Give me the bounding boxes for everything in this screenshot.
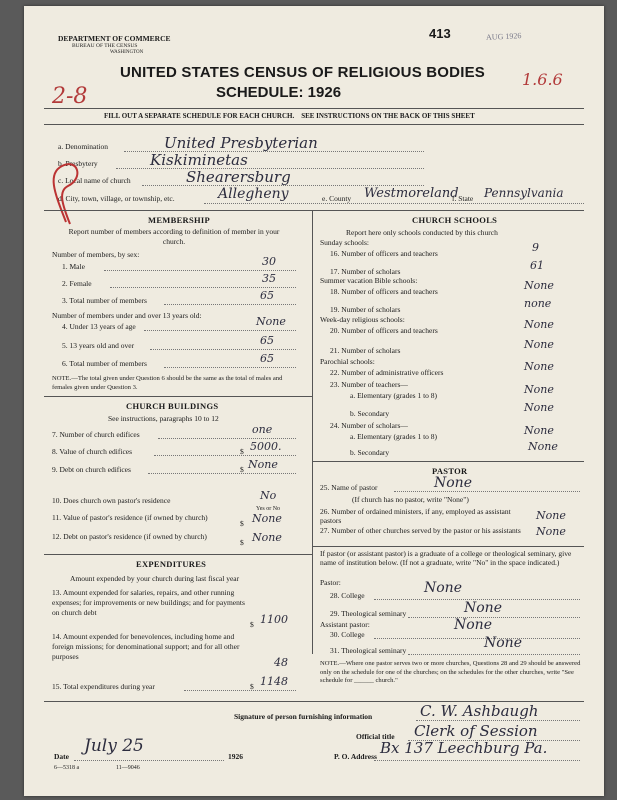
q2-label: 2. Female	[62, 279, 92, 288]
city-label-field: d. City, town, village, or township, etc.	[58, 194, 175, 203]
red-check-mark	[38, 156, 98, 226]
q29-label: 29. Theological seminary	[330, 609, 407, 618]
title-label: Official title	[356, 732, 395, 741]
schools-intro: Report here only schools conducted by this church	[346, 228, 498, 237]
received-stamp: AUG 1926	[485, 31, 522, 42]
q8-label: 8. Value of church edifices	[52, 447, 133, 456]
q5-label: 5. 13 years old and over	[62, 341, 135, 350]
date-year: 1926	[228, 752, 243, 761]
under-over-label: Number of members under and over 13 years old:	[52, 311, 202, 320]
q23b-label: b. Secondary	[350, 409, 390, 418]
pastor-note: NOTE.—Where one pastor serves two or more churches, Questions 28 and 29 should be answered only on the schedule for one of the churches; on the schedules for the other churches, write "See schedule for ______ church."	[320, 660, 581, 684]
county-label: e. County	[322, 194, 352, 203]
assistant-label: Assistant pastor:	[320, 620, 370, 629]
sunday-label: Sunday schools:	[320, 238, 369, 247]
instruction-line: FILL OUT A SEPARATE SCHEDULE FOR EACH CHURCH. SEE INSTRUCTIONS ON THE BACK OF THIS SHEET	[104, 112, 475, 120]
q22-label: 22. Number of administrative officers	[330, 368, 444, 377]
q23a-value: None	[524, 383, 554, 396]
q31-value: None	[484, 635, 522, 651]
q28-value: None	[424, 580, 462, 596]
q23-label: 23. Number of teachers—	[330, 380, 408, 389]
state-value: Pennsylvania	[484, 186, 564, 200]
city-value: Allegheny	[218, 186, 289, 202]
q4-value: None	[256, 315, 286, 328]
q8-dollar: $	[240, 447, 244, 456]
q30-value: None	[454, 617, 492, 633]
q27-label: 27. Number of other churches served by the pastor or his assistants	[320, 526, 521, 535]
q15-value: 1148	[260, 675, 288, 688]
q3-label: 3. Total number of members	[62, 296, 147, 305]
membership-heading: MEMBERSHIP	[148, 215, 211, 225]
date-label: Date	[54, 752, 69, 761]
schedule-title: SCHEDULE: 1926	[216, 84, 342, 101]
census-form	[24, 6, 604, 796]
q29-value: None	[464, 600, 502, 616]
q20-value: None	[524, 318, 554, 331]
q24b-label: b. Secondary	[350, 448, 390, 457]
q15-label: 15. Total expenditures during year	[52, 682, 155, 691]
q5-value: 65	[260, 334, 274, 347]
title-value: Clerk of Session	[414, 722, 538, 740]
q23b-value: None	[524, 401, 554, 414]
weekday-label: Week-day religious schools:	[320, 315, 405, 324]
q11-label: 11. Value of pastor's residence (if owned by church)	[52, 513, 208, 522]
q20-label: 20. Number of officers and teachers	[330, 326, 438, 335]
q12-dollar: $	[240, 538, 244, 547]
q9-label: 9. Debt on church edifices	[52, 465, 131, 474]
q11-dollar: $	[240, 519, 244, 528]
q7-value: one	[252, 423, 273, 436]
q12-value: None	[252, 531, 282, 544]
state-label: f. State	[452, 194, 474, 203]
q7-label: 7. Number of church edifices	[52, 430, 140, 439]
q14-label: 14. Amount expended for benevolences, including home and foreign missions; for denominational support; and for all other purposes	[52, 632, 240, 661]
q16-value: 9	[532, 241, 539, 254]
q19-value: none	[524, 297, 552, 310]
city-label: WASHINGTON	[110, 50, 144, 55]
q31-label: 31. Theological seminary	[330, 646, 407, 655]
church-name-label: c. Local name of church	[58, 176, 131, 185]
q24b-value: None	[528, 440, 558, 453]
q25-label: 25. Name of pastor	[320, 483, 378, 492]
presbytery-label: b. Presbytery	[58, 159, 98, 168]
q2-value: 35	[262, 272, 276, 285]
q15-dollar: $	[250, 682, 254, 691]
expenditures-intro: Amount expended by your church during last fiscal year	[70, 574, 240, 583]
college-note: If pastor (or assistant pastor) is a graduate of a college or theological seminary, give name of institution below. (If not a graduate, write "No" in the space indicated.)	[320, 549, 572, 567]
q16-label: 16. Number of officers and teachers	[330, 249, 438, 258]
q17-value: 61	[530, 259, 544, 272]
q14-value: 48	[274, 656, 288, 669]
handwritten-code: 1.6.6	[522, 70, 563, 89]
q26-value: None	[536, 509, 566, 522]
q10-label: 10. Does church own pastor's residence	[52, 496, 171, 505]
signature-label: Signature of person furnishing information	[234, 712, 373, 721]
q9-dollar: $	[240, 465, 244, 474]
q13-label: 13. Amount expended for salaries, repairs, and other running expenses; for improvements or new buildings; and for payments on church debt	[52, 588, 245, 617]
q1-value: 30	[262, 255, 276, 268]
q21-value: None	[524, 338, 554, 351]
summer-label: Summer vacation Bible schools:	[320, 276, 418, 285]
denomination-label: a. Denomination	[58, 142, 108, 151]
buildings-heading: CHURCH BUILDINGS	[126, 401, 219, 411]
pastor-heading: PASTOR	[432, 466, 468, 476]
q9-value: None	[248, 458, 278, 471]
q24a-value: None	[524, 424, 554, 437]
q13-value: 1100	[260, 613, 288, 626]
q25-value: None	[434, 475, 472, 491]
membership-note: NOTE.—The total given under Question 6 should be the same as the total of males and females given under Question 3.	[52, 375, 283, 391]
bureau-label: BUREAU OF THE CENSUS	[72, 43, 138, 49]
q26-label: 26. Number of ordained ministers, if any, employed as assistant pastors	[320, 507, 511, 525]
expenditures-heading: EXPENDITURES	[136, 559, 207, 569]
q8-value: 5000.	[250, 440, 282, 453]
q10-value: No	[260, 489, 277, 502]
form-title: UNITED STATES CENSUS OF RELIGIOUS BODIES	[120, 64, 485, 81]
address-label: P. O. Address	[334, 752, 377, 761]
q13-dollar: $	[250, 620, 254, 629]
q18-label: 18. Number of officers and teachers	[330, 287, 438, 296]
q6-value: 65	[260, 352, 274, 365]
q1-label: 1. Male	[62, 262, 85, 271]
q18-value: None	[524, 279, 554, 292]
pastor-sub-label: Pastor:	[320, 578, 341, 587]
q6-label: 6. Total number of members	[62, 359, 147, 368]
q4-label: 4. Under 13 years of age	[62, 322, 136, 331]
schools-heading: CHURCH SCHOOLS	[412, 215, 498, 225]
form-number: 413	[429, 26, 451, 41]
q24a-label: a. Elementary (grades 1 to 8)	[350, 432, 438, 441]
address-value: Bx 137 Leechburg Pa.	[380, 739, 548, 757]
q17-label: 17. Number of scholars	[330, 267, 401, 276]
department-label: DEPARTMENT OF COMMERCE	[58, 34, 171, 43]
presbytery-value: Kiskiminetas	[150, 151, 248, 169]
signature-value: C. W. Ashbaugh	[420, 702, 539, 720]
q11-value: None	[252, 512, 282, 525]
q12-label: 12. Debt on pastor's residence (if owned by church)	[52, 532, 207, 541]
church-name-value: Shearersburg	[186, 168, 291, 186]
membership-intro: Report number of members according to definition of member in your church.	[68, 227, 280, 246]
print-code-2: 11—9046	[116, 765, 140, 771]
q28-label: 28. College	[330, 591, 365, 600]
q21-label: 21. Number of scholars	[330, 346, 401, 355]
q24-label: 24. Number of scholars—	[330, 421, 408, 430]
denomination-value: United Presbyterian	[164, 134, 318, 152]
date-value: July 25	[84, 736, 144, 756]
q30-label: 30. College	[330, 630, 365, 639]
q22-value: None	[524, 360, 554, 373]
print-code: 6—5318 a	[54, 765, 80, 771]
q10-hint: Yes or No	[256, 506, 281, 512]
county-value: Westmoreland	[364, 186, 459, 201]
handwritten-left-code: 2-8	[52, 84, 88, 109]
q25-hint: (If church has no pastor, write "None")	[352, 495, 469, 504]
q3-value: 65	[260, 289, 274, 302]
q19-label: 19. Number of scholars	[330, 305, 401, 314]
q23a-label: a. Elementary (grades 1 to 8)	[350, 391, 438, 400]
buildings-intro: See instructions, paragraphs 10 to 12	[108, 414, 219, 423]
parochial-label: Parochial schools:	[320, 357, 375, 366]
by-sex-label: Number of members, by sex:	[52, 250, 140, 259]
q27-value: None	[536, 525, 566, 538]
